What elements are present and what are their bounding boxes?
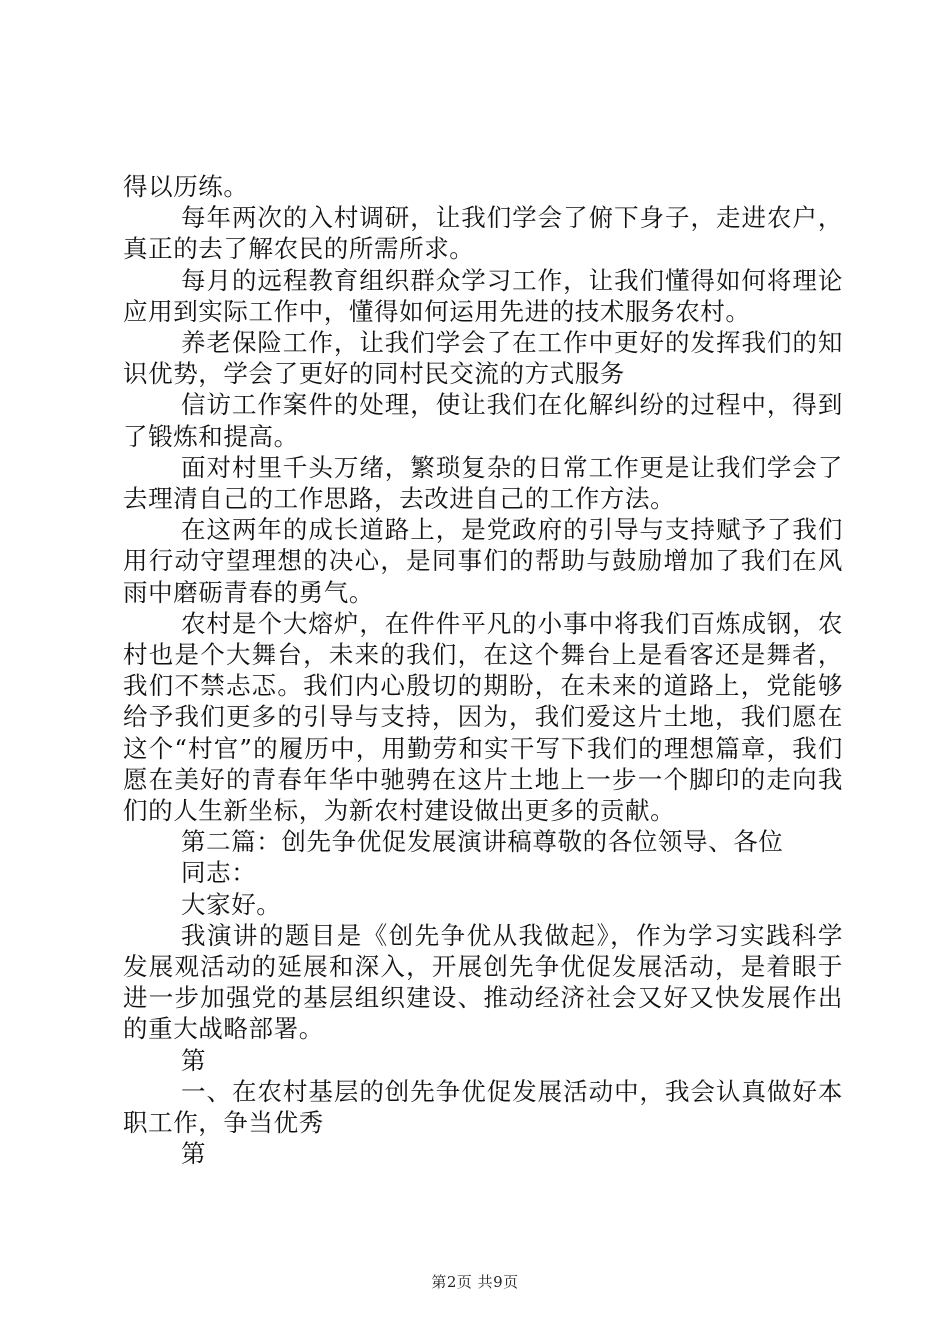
speech-paragraph: 我演讲的题目是《创先争优从我做起》，作为学习实践科学发展观活动的延展和深入，开展创先争优促发展活动，是着眼于进一步加强党的基层组织建设、推动经济社会又好又快发展作出的重大战略部署。: [123, 920, 843, 1044]
greeting: 大家好。: [181, 889, 282, 919]
paragraph-7: 在这两年的成长道路上，是党政府的引导与支持赋予了我们用行动守望理想的决心，是同事们的帮助与鼓励增加了我们在风雨中磨砺青春的勇气。: [123, 515, 843, 607]
page-number: 第2页 共9页: [431, 1273, 519, 1291]
ordinal-marker: 第: [181, 1139, 207, 1169]
point-one: 一、在农村基层的创先争优促发展活动中，我会认真做好本职工作，争当优秀: [123, 1076, 843, 1138]
paragraph-1: 得以历练。: [123, 172, 249, 201]
paragraph-8: 农村是个大熔炉，在件件平凡的小事中将我们百炼成钢，农村也是个大舞台，未来的我们，在这个舞台上是看客还是舞者，我们不禁忐忑。我们内心殷切的期盼，在未来的道路上，党能够给予我们更多的引导与支持，因为，我们爱这片土地，我们愿在这个“村官”的履历中，用勤劳和实干写下我们的理想篇章，我们愿在美好的青春年华中驰骋在这片土地上一步一个脚印的走向我们的人生新坐标，为新农村建设做出更多的贡献。: [123, 608, 843, 826]
paragraph-5: 信访工作案件的处理，使让我们在化解纠纷的过程中，得到了锻炼和提高。: [123, 390, 843, 451]
paragraph-2: 每年两次的入村调研，让我们学会了俯下身子，走进农户，真正的去了解农民的所需所求。: [123, 203, 843, 264]
section-heading: 第二篇：创先争优促发展演讲稿尊敬的各位领导、各位: [181, 827, 784, 857]
paragraph-3: 每月的远程教育组织群众学习工作，让我们懂得如何将理论应用到实际工作中，懂得如何运用先进的技术服务农村。: [123, 265, 843, 326]
paragraph-4: 养老保险工作，让我们学会了在工作中更好的发挥我们的知识优势，学会了更好的同村民交流的方式服务: [123, 328, 843, 389]
paragraph-6: 面对村里千头万绪，繁琐复杂的日常工作更是让我们学会了去理清自己的工作思路，去改进自己的工作方法。: [123, 452, 843, 514]
section-heading-continued: 同志：: [181, 858, 257, 888]
document-body: [123, 171, 843, 1170]
ordinal-marker: 第: [181, 1045, 207, 1075]
